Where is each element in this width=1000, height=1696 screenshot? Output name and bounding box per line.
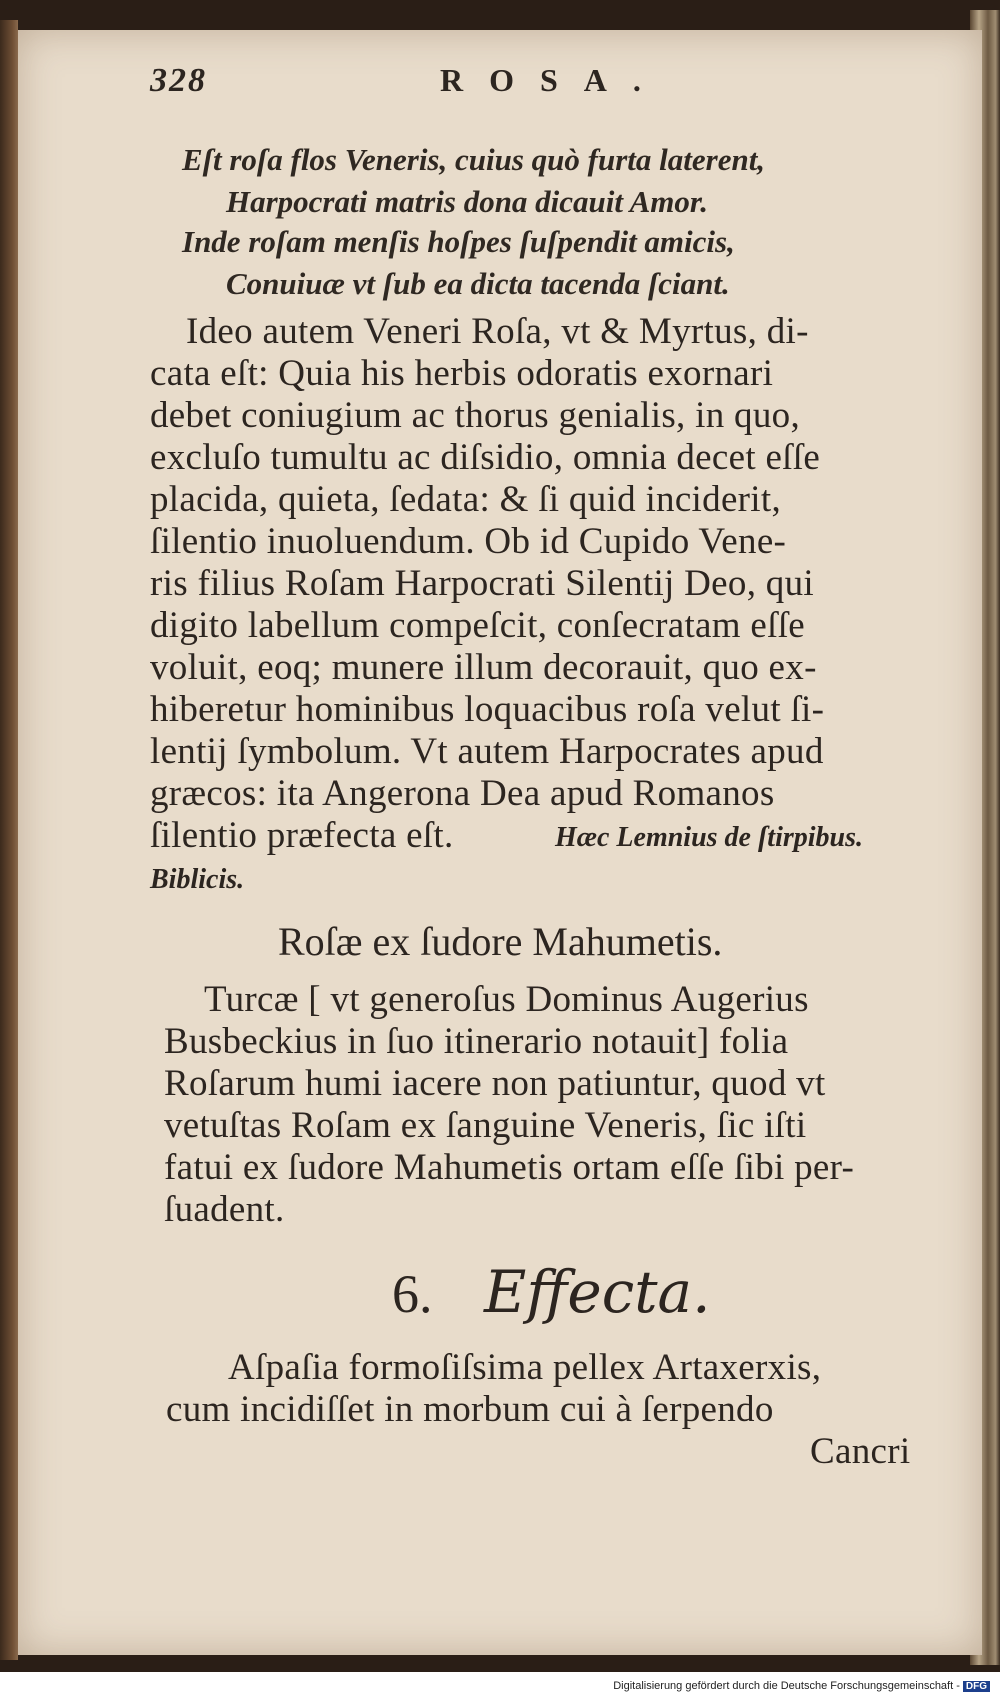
- text-line: debet coniugium ac thorus genialis, in quo,: [150, 395, 800, 436]
- text-line: Aſpaſia formoſiſsima pellex Artaxerxis,: [228, 1347, 822, 1388]
- text-line: ſilentio inuoluendum. Ob id Cupido Vene-: [150, 521, 787, 562]
- dfg-logo: DFG: [963, 1681, 990, 1692]
- text-line: excluſo tumultu ac diſsidio, omnia decet eſſe: [150, 437, 821, 478]
- text-line: ris filius Roſam Harpocrati Silentij Deo, qui: [150, 563, 814, 604]
- text-line: Ideo autem Veneri Roſa, vt & Myrtus, di-: [186, 311, 809, 352]
- text-line: Busbeckius in ſuo itinerario notauit] folia: [164, 1021, 789, 1062]
- citation: Biblicis.: [150, 864, 245, 895]
- text-line: placida, quieta, ſedata: & ſi quid inciderit,: [150, 479, 781, 520]
- catchword: Cancri: [810, 1431, 911, 1472]
- text-line: voluit, eoq; munere illum decorauit, quo ex-: [150, 647, 817, 688]
- verse-line: Harpocrati matris dona dicauit Amor.: [226, 184, 709, 219]
- digitization-credit: [613, 1680, 990, 1692]
- text-line: Turcæ [ vt generoſus Dominus Augerius: [204, 979, 809, 1020]
- section-number-heading: [392, 1258, 711, 1326]
- verse-line: Conuiuæ vt ſub ea dicta tacenda ſciant.: [226, 266, 730, 301]
- book-spine-edge: [0, 20, 18, 1660]
- section-heading: Roſæ ex ſudore Mahumetis.: [278, 919, 723, 964]
- text-line: cum incidiſſet in morbum cui à ſerpendo: [166, 1389, 774, 1430]
- text-line: fatui ex ſudore Mahumetis ortam eſſe ſibi per-: [164, 1147, 855, 1188]
- section-title: Effecta.: [484, 1258, 711, 1326]
- text-line: ſuadent.: [164, 1189, 285, 1230]
- section-number: 6.: [392, 1264, 433, 1324]
- citation: Hæc Lemnius de ſtirpibus.: [555, 822, 864, 853]
- page-number: 328: [150, 62, 207, 99]
- credit-text: Digitalisierung gefördert durch die Deutsche Forschungsgemeinschaft -: [613, 1680, 960, 1692]
- text-line: cata eſt: Quia his herbis odoratis exornari: [150, 353, 774, 394]
- text-line: lentij ſymbolum. Vt autem Harpocrates apud: [150, 731, 824, 772]
- verse-line: Eſt roſa flos Veneris, cuius quò furta laterent,: [182, 142, 766, 177]
- text-line: hiberetur hominibus loquacibus roſa velut ſi-: [150, 689, 825, 730]
- text-line: vetuſtas Roſam ex ſanguine Veneris, ſic iſti: [164, 1105, 807, 1146]
- running-title: ROSA.: [440, 62, 667, 98]
- text-line: ſilentio præfecta eſt.: [150, 815, 454, 856]
- text-line: Roſarum humi iacere non patiuntur, quod vt: [164, 1063, 826, 1104]
- text-line: digito labellum compeſcit, conſecratam eſſe: [150, 605, 806, 646]
- text-line: græcos: ita Angerona Dea apud Romanos: [150, 773, 775, 814]
- verse-line: Inde roſam menſis hoſpes ſuſpendit amicis,: [182, 224, 735, 259]
